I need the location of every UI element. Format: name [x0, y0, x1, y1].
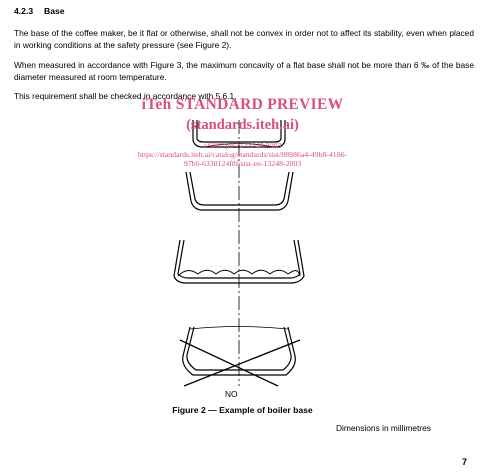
dimensions-note: Dimensions in millimetres: [336, 423, 431, 433]
boiler-example-4: [180, 327, 300, 387]
watermark-site: (standards.iteh.ai): [186, 117, 299, 133]
page-number: 7: [462, 457, 468, 467]
boiler-example-2: [186, 172, 293, 210]
watermark-title: iTeh STANDARD PREVIEW: [141, 96, 344, 113]
watermark-url-line1: https://standards.iteh.ai/catalog/standards/sist/88986a4-49b8-4186-: [137, 150, 348, 159]
watermark-url-line2: 97b6-6338124f8f/sist-en-13248-2003: [183, 159, 302, 168]
figure-caption: Figure 2 — Example of boiler base: [172, 405, 313, 415]
section-title: Base: [44, 6, 65, 16]
paragraph-check-reference: This requirement shall be checked in accordance with 5.6.1.: [14, 91, 237, 101]
no-label: NO: [225, 389, 238, 399]
paragraph-base-stability: The base of the coffee maker, be it flat or otherwise, shall not be convex in order not to affect its stability, even when placed in working conditions at the safety pressure (see Figure 2).: [14, 28, 474, 50]
section-number: 4.2.3: [14, 6, 34, 16]
paragraph-concavity: When measured in accordance with Figure 3, the maximum concavity of a flat base shall not be more than 6 ‰ of the base diameter measured at room temperature.: [14, 60, 474, 82]
watermark-standard-id: oSIST prEN 13248:2003: [203, 141, 282, 150]
